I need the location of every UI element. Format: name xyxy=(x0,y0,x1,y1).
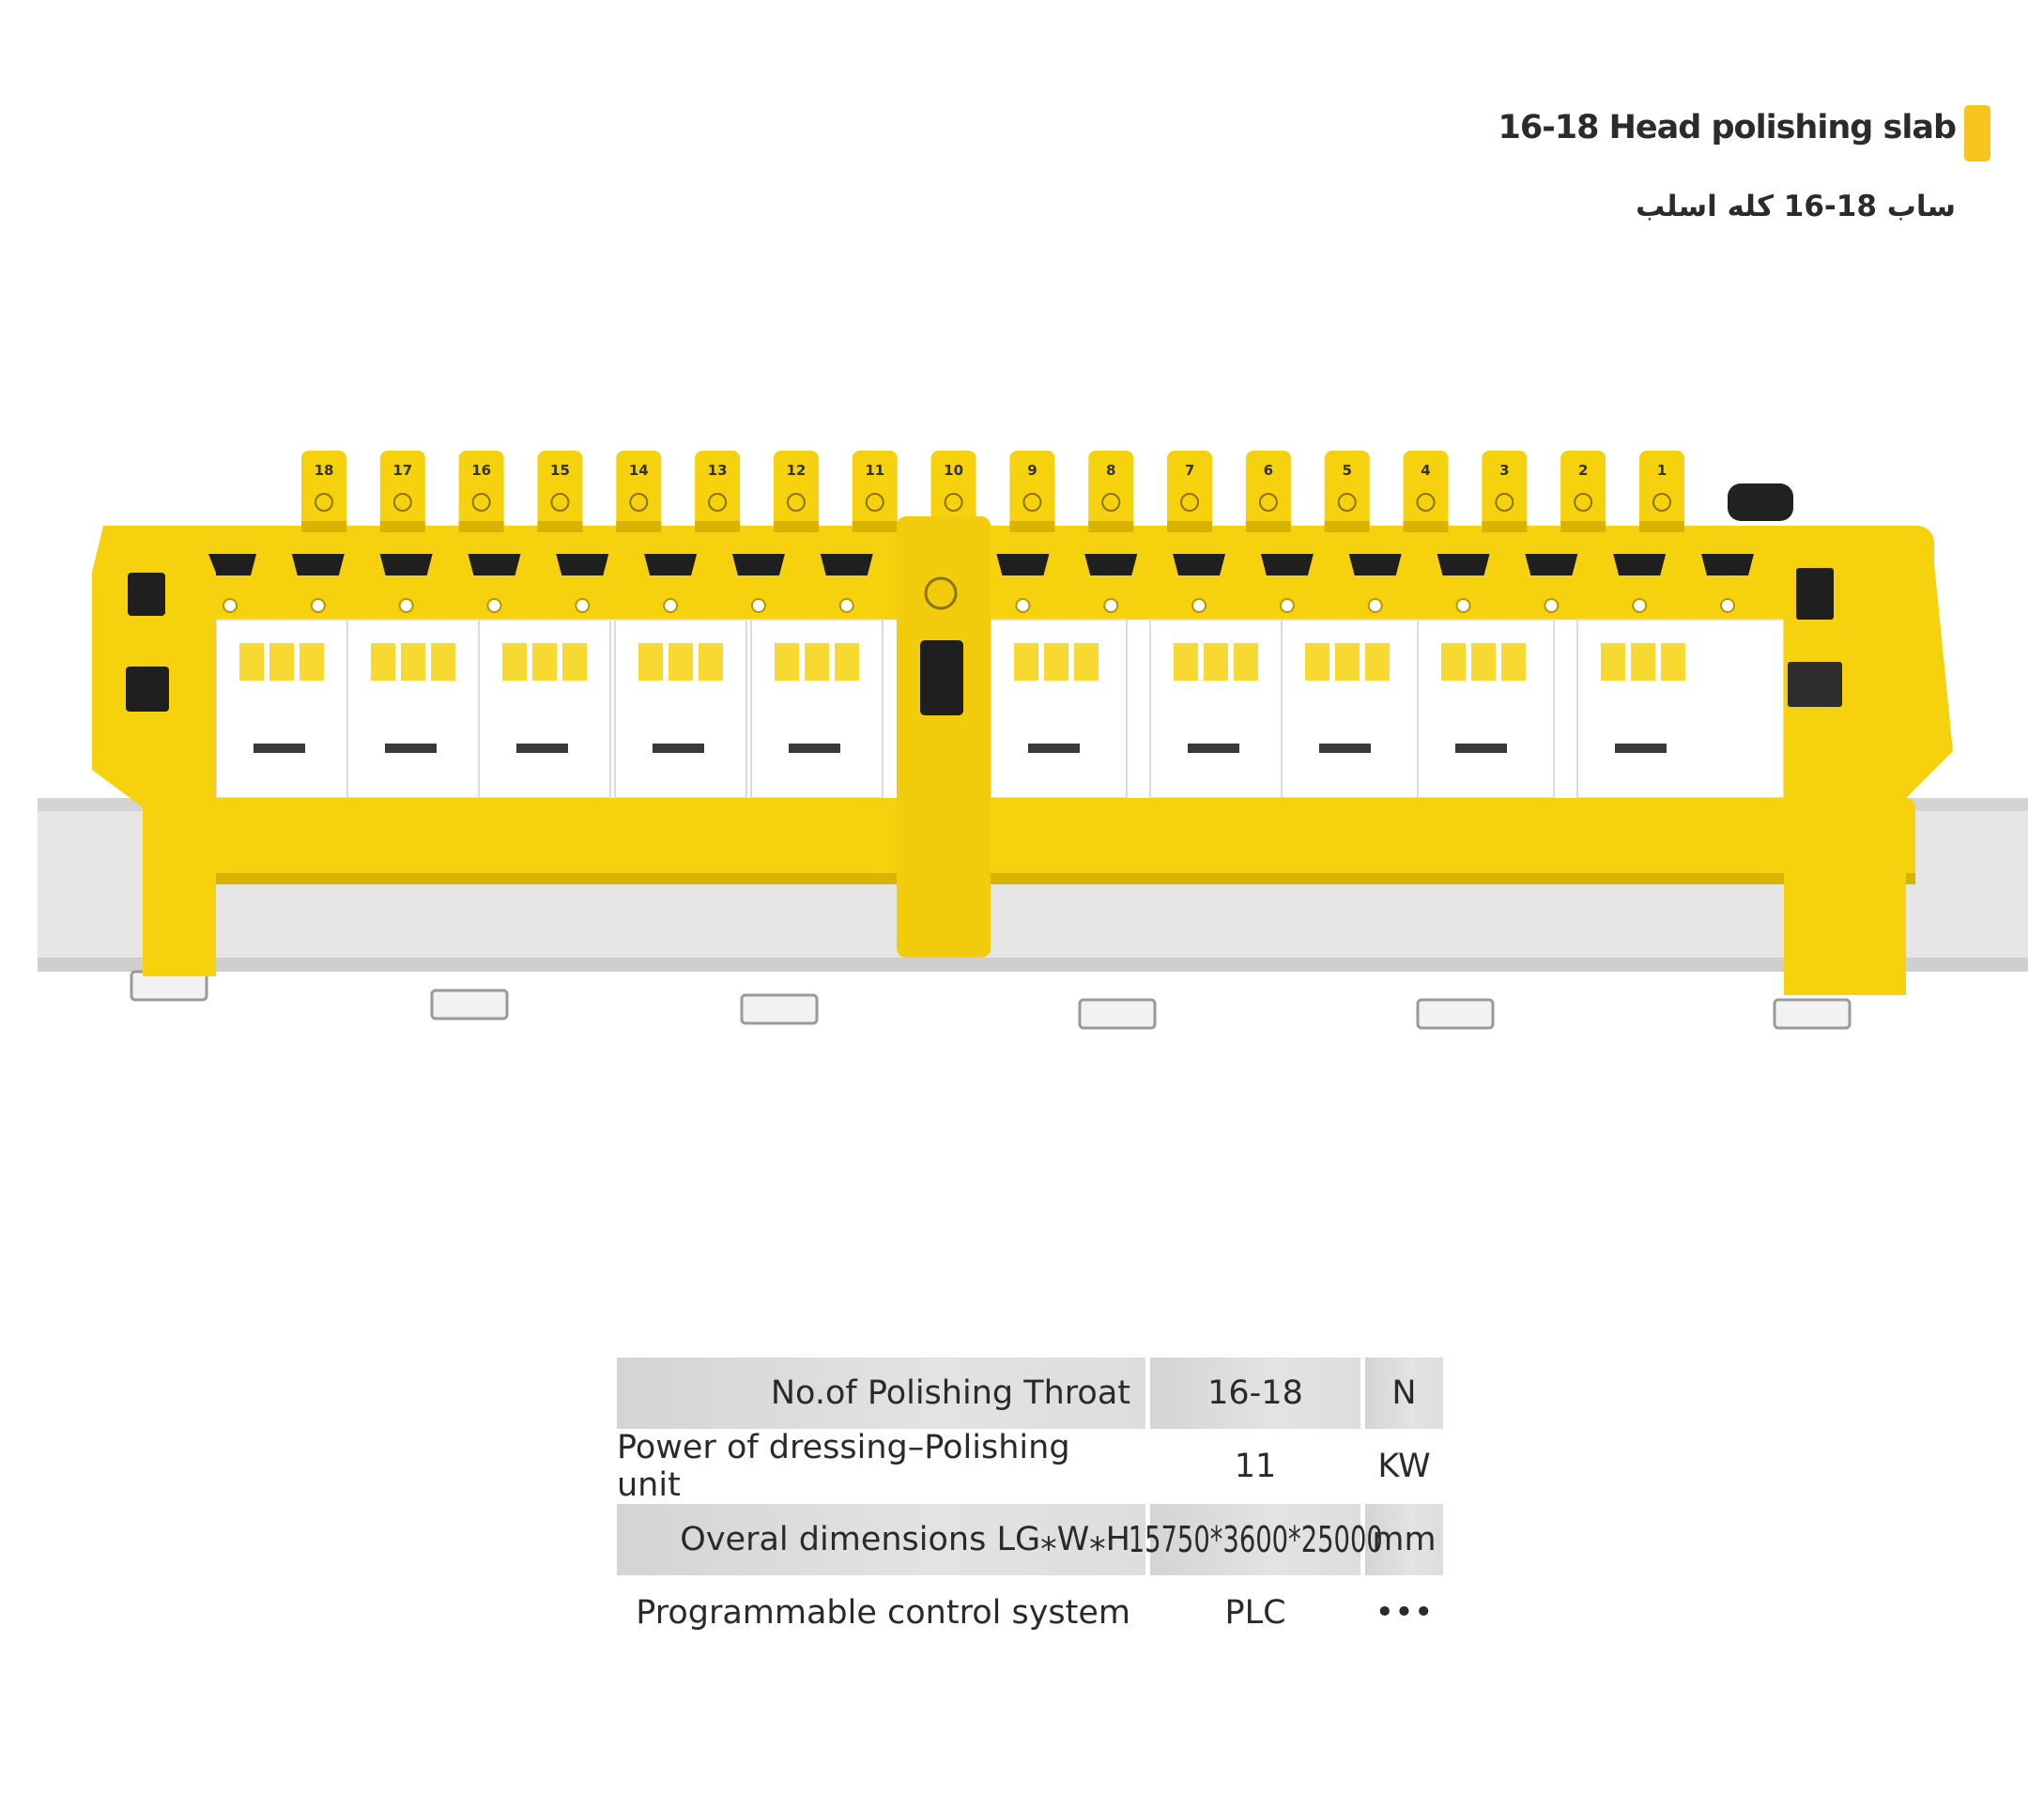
panel-brand-plate xyxy=(653,744,704,753)
head-base xyxy=(695,521,740,532)
panel-vent xyxy=(775,643,799,681)
title-accent-bar xyxy=(1964,105,1990,161)
indicator-slot xyxy=(1613,554,1666,575)
head-number: 14 xyxy=(628,462,649,479)
head-number: 16 xyxy=(471,462,492,479)
panel-vent xyxy=(532,643,557,681)
panel-vent xyxy=(401,643,425,681)
spec-row xyxy=(617,1504,1443,1575)
spec-label: Power of dressing–Polishing unit xyxy=(617,1429,1070,1504)
panel-vent xyxy=(1471,643,1496,681)
spec-label: Overal dimensions LG⁎W⁎H xyxy=(617,1504,1145,1575)
indicator-slot xyxy=(292,554,345,575)
spec-row xyxy=(617,1577,1443,1649)
panel-vent xyxy=(1044,643,1068,681)
spec-unit: KW xyxy=(1377,1448,1431,1485)
head-base xyxy=(1009,521,1054,532)
machine-feet xyxy=(131,972,1850,1028)
indicator-slot xyxy=(1173,554,1225,575)
head-base xyxy=(1325,521,1370,532)
panel-vent xyxy=(1441,643,1466,681)
panel-vent xyxy=(699,643,723,681)
panel-vent xyxy=(638,643,663,681)
head-number: 6 xyxy=(1263,462,1274,479)
panel-vent xyxy=(300,643,324,681)
panel-vent xyxy=(1661,643,1685,681)
head-base xyxy=(301,521,346,532)
indicator-light xyxy=(1016,599,1029,612)
cover-panels xyxy=(216,620,1784,798)
panel-vent xyxy=(239,643,264,681)
indicator-light xyxy=(223,599,237,612)
indicator-light xyxy=(664,599,677,612)
indicator-light xyxy=(400,599,413,612)
indicator-slot xyxy=(1084,554,1137,575)
head-base xyxy=(1246,521,1291,532)
indicator-slot xyxy=(1701,554,1754,575)
spec-value: 16-18 xyxy=(1150,1358,1360,1429)
center-control-column xyxy=(897,516,991,958)
head-base xyxy=(853,521,898,532)
indicator-slot xyxy=(1437,554,1490,575)
indicator-light xyxy=(1457,599,1470,612)
head-number: 4 xyxy=(1421,462,1431,479)
indicator-light xyxy=(576,599,589,612)
head-number: 10 xyxy=(944,462,964,479)
indicator-light xyxy=(1192,599,1206,612)
head-number: 7 xyxy=(1184,462,1195,479)
indicator-light xyxy=(1545,599,1558,612)
indicator-slot xyxy=(1261,554,1314,575)
polishing-machine-illustration xyxy=(38,432,2028,1051)
indicator-light xyxy=(487,599,500,612)
head-number: 17 xyxy=(392,462,413,479)
panel-vent xyxy=(431,643,455,681)
panel-vent xyxy=(1501,643,1526,681)
indicator-slot xyxy=(556,554,608,575)
spec-unit: mm xyxy=(1365,1504,1443,1575)
head-number: 8 xyxy=(1106,462,1116,479)
indicator-light xyxy=(1281,599,1294,612)
panel-brand-plate xyxy=(789,744,840,753)
panel-vent xyxy=(1234,643,1258,681)
head-number: 9 xyxy=(1027,462,1037,479)
head-base xyxy=(537,521,582,532)
panel-vent xyxy=(835,643,859,681)
page-subtitle-persian: ساب 18-16 کله اسلب xyxy=(1636,190,1956,223)
spec-unit: ••• xyxy=(1375,1594,1434,1632)
head-base xyxy=(380,521,425,532)
head-number: 15 xyxy=(550,462,570,479)
title-block xyxy=(1498,105,1956,227)
head-base xyxy=(774,521,819,532)
machine-lower-beam xyxy=(150,798,1915,882)
panel-vent xyxy=(1204,643,1228,681)
spec-table xyxy=(617,1358,1443,1650)
panel-brand-plate xyxy=(254,744,305,753)
panel-vent xyxy=(1014,643,1038,681)
page-title: 16-18 Head polishing slab xyxy=(1498,109,1956,146)
indicator-slot xyxy=(644,554,697,575)
head-base xyxy=(459,521,504,532)
indicator-light xyxy=(840,599,853,612)
spec-row xyxy=(617,1431,1443,1502)
panel-vent xyxy=(1601,643,1625,681)
indicator-slot xyxy=(821,554,873,575)
panel-vent xyxy=(1174,643,1198,681)
panel-brand-plate xyxy=(1455,744,1507,753)
head-base xyxy=(1088,521,1133,532)
head-number: 13 xyxy=(707,462,728,479)
head-number: 2 xyxy=(1577,462,1589,479)
spec-label: Programmable control system xyxy=(636,1594,1130,1632)
spec-label: No.of Polishing Throat xyxy=(617,1358,1145,1429)
panel-brand-plate xyxy=(1319,744,1371,753)
panel-brand-plate xyxy=(1188,744,1239,753)
panel-brand-plate xyxy=(385,744,437,753)
panel-vent xyxy=(805,643,829,681)
head-number: 3 xyxy=(1499,462,1510,479)
spec-row xyxy=(617,1358,1443,1429)
spec-value: 11 xyxy=(1234,1448,1277,1485)
head-base xyxy=(1404,521,1449,532)
panel-brand-plate xyxy=(516,744,568,753)
panel-brand-plate xyxy=(1615,744,1667,753)
indicator-light xyxy=(1633,599,1646,612)
panel-vent xyxy=(562,643,587,681)
panel-vent xyxy=(502,643,527,681)
panel-vent xyxy=(669,643,693,681)
machine-foot xyxy=(432,990,507,1019)
machine-foot xyxy=(1080,1000,1155,1028)
panel-vent xyxy=(1305,643,1329,681)
spec-value: 15750*3600*25000 xyxy=(1150,1504,1360,1575)
head-number: 5 xyxy=(1342,462,1352,479)
panel-vent xyxy=(1365,643,1390,681)
polishing-heads xyxy=(301,451,1684,535)
panel-brand-plate xyxy=(1028,744,1080,753)
indicator-slot xyxy=(1349,554,1402,575)
panel-vent xyxy=(1631,643,1655,681)
panel-vent xyxy=(1074,643,1099,681)
head-base xyxy=(616,521,661,532)
indicator-light xyxy=(752,599,765,612)
head-number: 11 xyxy=(865,462,885,479)
indicator-light xyxy=(1721,599,1734,612)
indicator-slot xyxy=(996,554,1049,575)
head-base xyxy=(1167,521,1212,532)
head-base xyxy=(1639,521,1684,532)
indicator-slot xyxy=(468,554,520,575)
machine-foot xyxy=(1775,1000,1850,1028)
indicator-slot xyxy=(732,554,785,575)
panel-vent xyxy=(371,643,395,681)
spec-value: PLC xyxy=(1224,1594,1286,1632)
indicator-light xyxy=(312,599,325,612)
panel-vent xyxy=(1335,643,1360,681)
head-base xyxy=(1560,521,1606,532)
machine-foot xyxy=(742,995,817,1023)
machine-foot xyxy=(1418,1000,1493,1028)
head-base xyxy=(1482,521,1527,532)
indicator-slot xyxy=(1525,554,1577,575)
head-number: 12 xyxy=(786,462,807,479)
head-number: 1 xyxy=(1656,462,1667,479)
spec-unit: N xyxy=(1365,1358,1443,1429)
indicator-light xyxy=(1369,599,1382,612)
indicator-light xyxy=(1104,599,1117,612)
head-number: 18 xyxy=(314,462,334,479)
panel-vent xyxy=(269,643,294,681)
indicator-slot xyxy=(380,554,433,575)
